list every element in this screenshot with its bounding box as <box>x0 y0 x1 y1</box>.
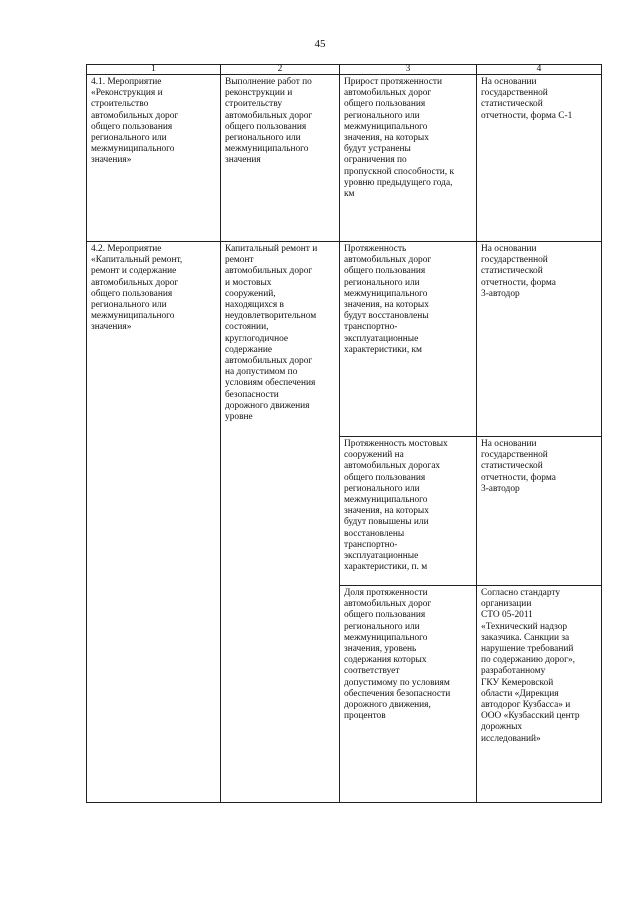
source-4-2-3-text: Согласно стандарту организации СТО 05-2011 «Технический надзор заказчика. Санкции за нарушение требований по содержанию дорог», разработанному ГКУ Кемеровской области «Дирекция автодорог Кузбасса» и ООО «Кузбасский центр дорожных исследований» <box>481 588 580 744</box>
source-4-2-2-text: На основании государственной статистической отчетности, форма 3-автодор <box>481 439 556 494</box>
column-header-2: 2 <box>221 65 340 75</box>
indicator-4-2-2-text: Протяженность мостовых сооружений на автомобильных дорогах общего пользования регионального или межмуниципального значения, на которых будут повышены или восстановлены транспортно- эксплуатационные характеристики, п. м <box>344 439 448 573</box>
measure-cell <box>87 242 221 803</box>
indicator-4-2-1-text: Протяженность автомобильных дорог общего пользования регионального или межмуниципального значения, на которых будут восстановлены транспортно- эксплуатационные характеристики, км <box>344 244 432 355</box>
content-4-1-text: Выполнение работ по реконструкции и строительству автомобильных дорог общего пользования регионального или межмуниципального значения <box>225 77 313 166</box>
indicator-cell <box>340 586 477 803</box>
measure-4-1-text: 4.1. Мероприятие «Реконструкция и строительство автомобильных дорог общего пользования регионального или межмуниципального значения» <box>91 77 179 166</box>
measure-4-2-text: 4.2. Мероприятие «Капитальный ремонт, ремонт и содержание автомобильных дорог общего пользования регионального или межмуниципального значения» <box>91 244 183 333</box>
source-cell <box>477 586 602 803</box>
content-cell <box>221 75 340 242</box>
column-header-3: 3 <box>340 65 477 75</box>
table-row <box>87 75 602 242</box>
source-cell <box>477 242 602 437</box>
indicator-cell <box>340 75 477 242</box>
content-cell <box>221 242 340 803</box>
column-header-1: 1 <box>87 65 221 75</box>
source-cell <box>477 437 602 586</box>
indicator-cell <box>340 242 477 437</box>
source-4-1-text: На основании государственной статистической отчетности, форма С-1 <box>481 77 573 121</box>
indicator-4-1-text: Прирост протяженности автомобильных дорог общего пользования регионального или межмуниципального значения, на которых будут устранены ограничения по пропускной способности, к уровню предыдущего года, км <box>344 77 455 200</box>
content-4-2-text: Капитальный ремонт и ремонт автомобильных дорог и мостовых сооружений, находящихся в неудовлетворительном состоянии, круглогодичное содержание автомобильных дорог на допустимом по условиям обеспечения безопасности дорожного движения уровне <box>225 244 318 423</box>
measures-table <box>86 64 602 803</box>
source-4-2-1-text: На основании государственной статистической отчетности, форма 3-автодор <box>481 244 556 299</box>
indicator-cell <box>340 437 477 586</box>
indicator-4-2-3-text: Доля протяженности автомобильных дорог общего пользования регионального или межмуниципального значения, уровень содержания которых соответствует допустимому по условиям обеспечения безопасности дорожного движения, процентов <box>344 588 451 722</box>
page-number: 45 <box>314 38 326 50</box>
measure-cell <box>87 75 221 242</box>
column-header-4: 4 <box>477 65 602 75</box>
table-row <box>87 242 602 437</box>
table-header-row <box>87 65 602 75</box>
source-cell <box>477 75 602 242</box>
